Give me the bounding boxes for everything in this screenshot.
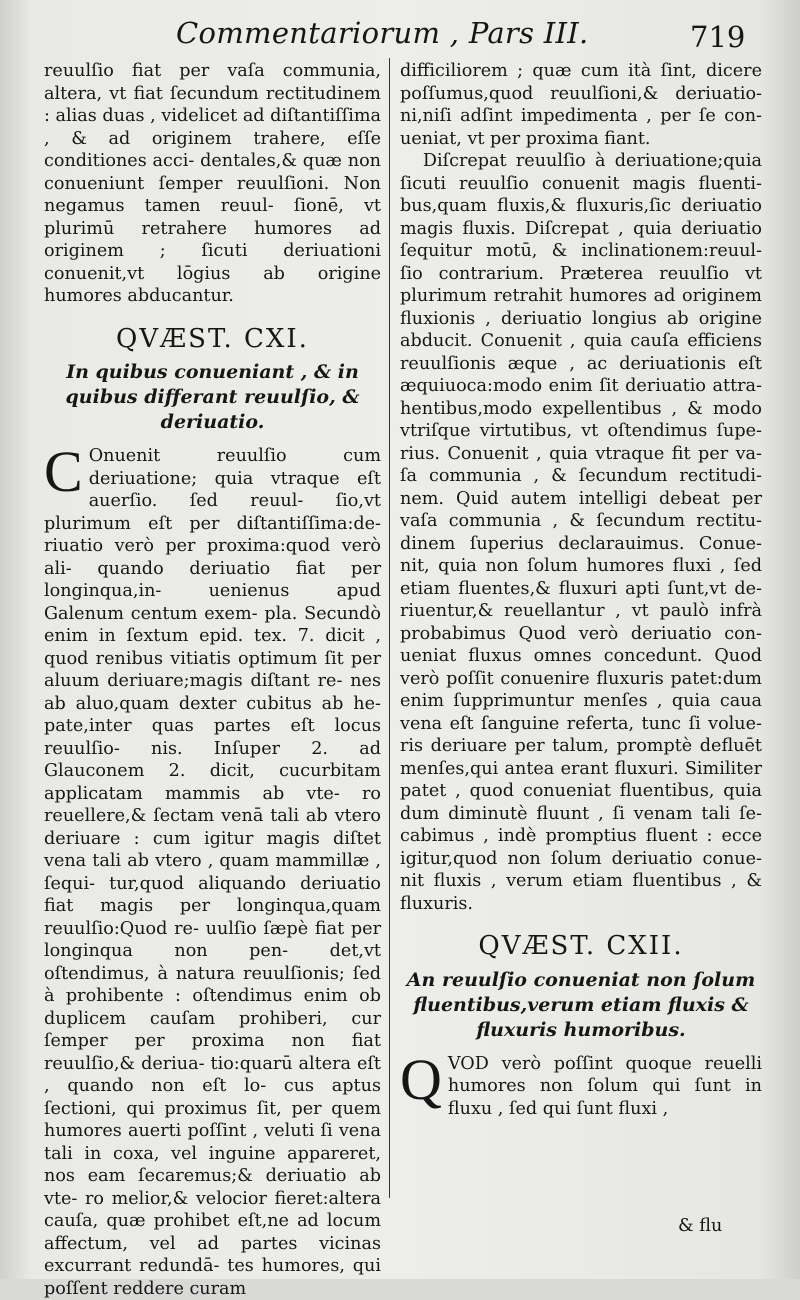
question-heading-cxi: QVÆST. CXI. <box>116 323 309 354</box>
question-heading-cxii: QVÆST. CXII. <box>478 931 684 961</box>
question-subtitle-cxi: In quibus conueniant , & in quibus differant reuulſio, & deriuatio. <box>65 361 360 433</box>
column-divider <box>389 58 390 1198</box>
running-title: Commentariorum , Pars III. <box>176 16 589 50</box>
question-subtitle-cxii: An reuulſio conueniat non ſolum fluentibus,verum etiam fluxis & fluxuris humoribus. <box>406 968 756 1041</box>
left-column <box>44 60 381 1300</box>
page-number: 719 <box>690 20 746 54</box>
running-head <box>0 14 800 54</box>
right-paragraph-3-text: VOD verò poſſint quoque reuelli humores non ſolum qui ſunt in fluxu , ſed qui ſunt fluxi , <box>447 1053 762 1119</box>
right-paragraph-3 <box>400 1046 762 1121</box>
right-paragraph-1: difficiliorem ; quæ cum ità ſint, dicere poſſumus,quod reuulſioni,& deriuatio- ni,niſi adſint impedimenta , per ſe con- ueniat, vt per proxima fiant. <box>400 61 762 149</box>
catchword: & flu <box>678 1216 723 1236</box>
left-paragraph-2 <box>44 439 381 1300</box>
right-column <box>400 60 762 1120</box>
right-paragraph-2: Diſcrepat reuulſio à deriuatione;quia ſicuti reuulſio conuenit magis fluenti- bus,quam fluxis,& fluxuris,ſic deriuatio magis fluxis. Diſcrepat , quia deriuatio ſequitur motū, & inclinationem:reuul- ſio contrarium. Præterea reuulſio vt plurimum retrahit humores ad originem fluxionis , deriuatio longius ab origine abducit. Conuenit , quia cauſa efficiens reuulſionis æque , ac deriuationis eſt æquiuoca:modo enim ſit deriuatio attra- hentibus,modo expellentibus , & modo vtriſque virtutibus, vt oſtendimus ſupe- rius. Conuenit , quia vtraque fit per va- ſa communia , & ſecundum rectitudi- nem. Quid autem intelligi debeat per vaſa communia , & ſecundum rectitu- dinem ſuperius declarauimus. Conue- nit, quia non ſolum humores fluxi , ſed etiam fluentes,& fluxuri apti ſunt,vt de- riuentur,& reuellantur , vt paulò infrà probabimus Quod verò deriuatio con- ueniat fluxus omnes concedunt. Quod verò poſſit conuenire fluxuris patet:dum enim ſupprimuntur menſes , quia caua vena eſt ſanguine referta, tunc ſi volue- ris deriuare per talum, promptè defluēt menſes,qui antea erant fluxuri. Similiter patet , quod conueniat fluentibus, quia dum diminutè fluunt , ſi venam tali ſe- cabimus , indè promptius fluent : ecce igitur,quod non ſolum deriuatio conue- nit fluxis , verum etiam fluentibus , & fluxuris. <box>400 151 762 914</box>
drop-cap-c: C <box>44 439 83 504</box>
left-paragraph-2-text: Onuenit reuulſio cum deriuatione; quia vtraque eſt auerſio. ſed reuul- ſio,vt plurimum eſt per diſtantiſſima:de- riuatio verò per proxima:quod verò ali- quando deriuatio fiat per longinqua,in- uenienus apud Galenum centum exem- pla. Secundò enim in ſextum epid. tex. 7. dicit , quod renibus vitiatis optimum ſit per aluum deriuare;magis diſtant re- nes ab aluo,quam dexter cubitus ab he- pate,inter quas partes eſt locus reuulſio- nis. Inſuper 2. ad Glauconem 2. dicit, cucurbitam applicatam mammis ab vte- ro reuellere,& ſectam venā tali ab vtero deriuare : cum igitur magis diſtet vena tali ab vtero , quam mammillæ , ſequi- tur,quod aliquando deriuatio fiat magis per longinqua,quam reuulſio:Quod re- uulſio ſæpè fiat per longinqua non pen- det,vt oſtendimus, à natura reuulſionis; ſed à prohibente : oſtendimus enim ob duplicem cauſam prohiberi, cur ſemper per proxima non fiat reuulſio,& deriua- tio:quarū altera eſt , quando non eſt lo- cus aptus ſectioni, qui proximus ſit, per quem humores auerti poſſint , veluti ſi vena tali in coxa, vel inguine appareret, nos eam ſecaremus;& deriuatio ab vte- ro melior,& velocior fieret:altera cauſa, quæ prohibet eſt,ne ad locum affectum, vel ad partes vicinas excurrant redundā- tes humores, qui poſſent reddere curam <box>44 446 381 1299</box>
left-paragraph-1: reuulſio fiat per vaſa communia, altera, vt fiat ſecundum rectitudinem : alias duas , videlicet ad diſtantiſſima , & ad originem trahere, eſſe conditiones acci- dentales,& quæ non conueniunt ſemper reuulſioni. Non negamus tamen reuul- ſionē, vt plurimū retrahere humores ad originem ; ſicuti deriuationi conuenit,vt lōgius ab origine humores abducantur. <box>44 61 381 306</box>
drop-cap-q: Q <box>400 1046 442 1112</box>
